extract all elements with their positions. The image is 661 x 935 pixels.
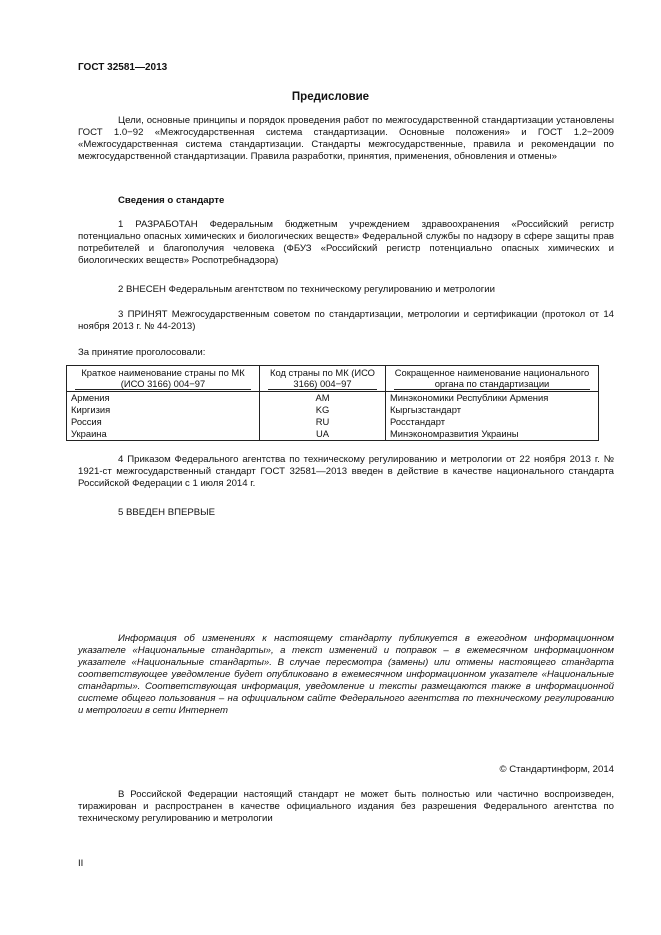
item-1-developed: 1 РАЗРАБОТАН Федеральным бюджетным учреждением здравоохранения «Российский регистр потенциально опасных химических и биологических веществ» Федеральной службы по надзору в сфере защиты прав потребителей и благополучия человека (ФБУЗ «Российский регистр потенциально опасных химических и биологических веществ» Роспотребнадзора) xyxy=(78,219,614,266)
page-title: Предисловие xyxy=(291,91,370,103)
table-header-body: Сокращенное наименование национального органа по стандартизации xyxy=(386,366,599,392)
legal-notice: В Российской Федерации настоящий стандарт не может быть полностью или частично воспроизведен, тиражирован и распространен в качестве официального издания без разрешения Федерального агентства по техническому регулированию и метрологии xyxy=(78,789,614,824)
table-header-code: Код страны по МК (ИСО 3166) 004−97 xyxy=(260,366,386,392)
table-cell-country: Украина xyxy=(67,428,260,441)
item-3-adopted: 3 ПРИНЯТ Межгосударственным советом по стандартизации, метрологии и сертификации (протокол от 14 ноября 2013 г. № 44-2013) xyxy=(78,309,614,332)
table-cell-body: Росстандарт xyxy=(386,416,599,428)
voted-label: За принятие проголосовали: xyxy=(78,347,206,358)
table-cell-country: Россия xyxy=(67,416,260,428)
table-cell-country: Киргизия xyxy=(67,404,260,416)
document-header-standard-id: ГОСТ 32581—2013 xyxy=(78,62,168,73)
table-row xyxy=(67,392,599,405)
table-cell-code: KG xyxy=(260,404,386,416)
table-header-row xyxy=(67,366,599,392)
voting-table xyxy=(66,365,599,441)
changes-notice: Информация об изменениях к настоящему стандарту публикуется в ежегодном информационном указателе «Национальные стандарты», а текст изменений и поправок – в ежемесячном информационном указателе «Национальные стандарты». В случае пересмотра (замены) или отмены настоящего стандарта соответствующее уведомление будет опубликовано в ежемесячном информационном указателе «Национальные стандарты». Соответствующая информация, уведомление и тексты размещаются также в информационной системе общего пользования – на официальном сайте Федерального агентства по техническому регулированию и метрологии в сети Интернет xyxy=(78,633,614,716)
table-cell-body: Кыргызстандарт xyxy=(386,404,599,416)
info-heading: Сведения о стандарте xyxy=(118,195,225,206)
item-4-order: 4 Приказом Федерального агентства по техническому регулированию и метрологии от 22 ноября 2013 г. № 1921-ст межгосударственный стандарт ГОСТ 32581—2013 введен в действие в качестве национального стандарта Российской Федерации с 1 июля 2014 г. xyxy=(78,454,614,489)
table-cell-code: RU xyxy=(260,416,386,428)
copyright: © Стандартинформ, 2014 xyxy=(499,764,614,775)
table-row xyxy=(67,404,599,416)
table-cell-body: Минэкономики Республики Армения xyxy=(386,392,599,405)
table-row xyxy=(67,416,599,428)
table-header-country: Краткое наименование страны по МК (ИСО 3166) 004−97 xyxy=(67,366,260,392)
table-cell-country: Армения xyxy=(67,392,260,405)
item-2-submitted: 2 ВНЕСЕН Федеральным агентством по техническому регулированию и метрологии xyxy=(118,284,496,295)
table-cell-code: AM xyxy=(260,392,386,405)
page-number: II xyxy=(78,858,84,869)
intro-paragraph: Цели, основные принципы и порядок проведения работ по межгосударственной стандартизации установлены ГОСТ 1.0−92 «Межгосударственная система стандартизации. Основные положения» и ГОСТ 1.2−2009 «Межгосударственная система стандартизации. Стандарты межгосударственные, правила и рекомендации по межгосударственной стандартизации. Правила разработки, принятия, применения, обновления и отмены» xyxy=(78,115,614,162)
table-cell-code: UA xyxy=(260,428,386,441)
item-5-first-introduced: 5 ВВЕДЕН ВПЕРВЫЕ xyxy=(118,507,216,518)
table-cell-body: Минэкономразвития Украины xyxy=(386,428,599,441)
table-row xyxy=(67,428,599,441)
